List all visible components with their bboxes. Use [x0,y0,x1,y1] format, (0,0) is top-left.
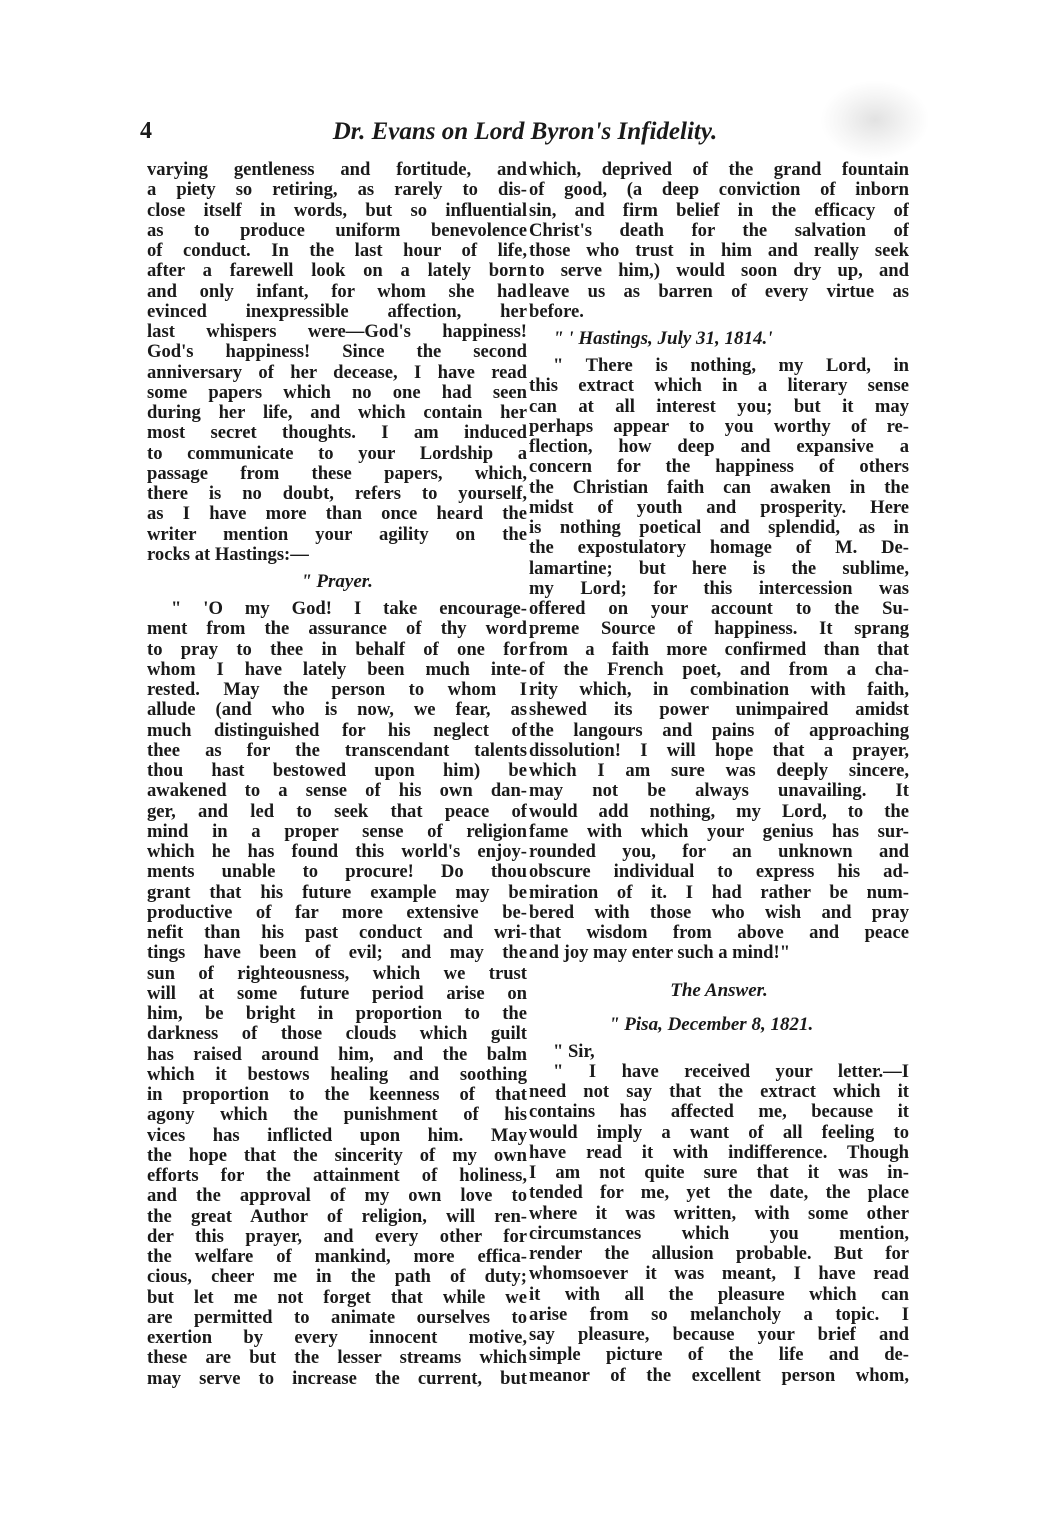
text-line: exertion by every innocent motive, [147,1328,527,1348]
text-line: close itself in words, but so influential [147,200,527,221]
text-line: anniversary of her decease, I have read [147,362,527,383]
left-paragraph-1 [147,160,527,565]
pisa-dateline: " Pisa, December 8, 1821. [609,1013,814,1035]
text-line: midst of youth and prosperity. Here [529,497,909,518]
text-line: varying gentleness and fortitude, and [147,160,527,180]
text-line: the hope that the sincerity of my own [147,1145,527,1166]
right-column [529,160,909,1386]
text-line: concern for the happiness of others [529,457,909,478]
text-line: the Christian faith can awaken in the [529,477,909,498]
prayer-heading: " Prayer. [301,571,373,592]
text-line: can at all interest you; but it may [529,396,909,417]
text-line: offered on your account to the Su- [529,599,909,619]
text-line: last whispers were—God's happiness! [147,322,527,342]
text-line: grant that his future example may be [147,882,527,903]
text-line: der this prayer, and every other for [147,1226,527,1247]
text-line: thee as for the transcendant talents [147,740,527,761]
text-line: nefit than his past conduct and wri- [147,923,527,943]
text-line: meanor of the excellent person whom, [529,1365,909,1386]
text-line: circumstances which you mention, [529,1223,909,1244]
text-line: of good, (a deep conviction of inborn [529,180,909,201]
text-line: some papers which no one had seen [147,382,527,403]
text-line: rounded you, for an unknown and [529,842,909,862]
text-line: to communicate to your Lordship a [147,443,527,464]
text-line: and the approval of my own love to [147,1186,527,1207]
text-line: the langours and pains of approaching [529,720,909,741]
text-line: perhaps appear to you worthy of re- [529,416,909,437]
text-line: rity which, in combination with faith, [529,680,909,700]
text-line: which it bestows healing and soothing [147,1064,527,1085]
right-paragraph-2 [529,356,909,964]
left-column [147,160,527,1389]
text-line: render the allusion probable. But for [529,1244,909,1264]
text-line: miration of it. I had rather be num- [529,882,909,903]
text-line: mind in a proper sense of religion [147,821,527,842]
text-line: awakened to a sense of his own dan- [147,781,527,802]
text-line: to serve him,) would soon dry up, and [529,261,909,282]
left-paragraph-2 [147,599,527,1389]
text-line: preme Source of happiness. It sprang [529,619,909,640]
text-line: tended for me, yet the date, the place [529,1183,909,1204]
text-line: in proportion to the keenness of that [147,1085,527,1105]
text-line: and joy may enter such a mind!" [529,943,791,964]
text-line: may serve to increase the current, but [147,1368,527,1389]
spacer [529,964,909,974]
text-line: efforts for the attainment of holiness, [147,1166,527,1186]
text-line: the welfare of mankind, more effica- [147,1247,527,1267]
text-line: whomsoever it was meant, I have read [529,1264,909,1285]
text-line: to pray to thee in behalf of one for [147,639,527,660]
text-line: have read it with indifference. Though [529,1142,909,1163]
text-line: from a faith more confirmed than that [529,639,909,660]
text-line: Christ's death for the salvation of [529,220,909,241]
text-line: the great Author of religion, will ren- [147,1206,527,1227]
text-line: sin, and firm belief in the efficacy of [529,200,909,221]
text-line: as to produce uniform benevolence [147,220,527,241]
text-line: that wisdom from above and peace [529,923,909,943]
hastings-dateline: " ' Hastings, July 31, 1814.' [553,328,773,349]
text-line: flection, how deep and expansive a [529,437,909,457]
right-paragraph-1 [529,160,909,322]
text-line: and only infant, for whom she had [147,281,527,302]
text-line: " 'O my God! I take encourage- [171,599,527,619]
text-line: cious, cheer me in the path of duty; [147,1267,527,1288]
text-line: my Lord; for this intercession was [529,578,909,599]
text-line: lamartine; but here is the sublime, [529,558,909,579]
text-line: evinced inexpressible affection, her [147,301,527,322]
text-line: shewed its power unimpaired amidst [529,700,909,721]
text-line: there is no doubt, refers to yourself, [147,484,527,504]
text-line: those who trust in him and really seek [529,241,909,261]
text-line: which he has found this world's enjoy- [147,842,527,862]
text-line: ger, and led to seek that peace of [147,801,527,822]
text-line: fame with which your genius has sur- [529,821,909,842]
text-line: would add nothing, my Lord, to the [529,801,909,822]
text-line: leave us as barren of every virtue as [529,281,909,302]
text-line: would imply a want of all feeling to [529,1122,909,1143]
answer-heading: The Answer. [670,979,768,1001]
text-line: rested. May the person to whom I [147,680,527,700]
text-line: a piety so retiring, as rarely to dis- [147,180,527,201]
text-line: much distinguished for his neglect of [147,720,527,741]
text-line: " I have received your letter.—I [553,1061,909,1082]
text-line: but let me not forget that while we [147,1287,527,1308]
text-line: obscure individual to express his ad- [529,862,909,883]
text-line: agony which the punishment of his [147,1105,527,1126]
text-line: arise from so melancholy a topic. I [529,1304,909,1325]
page-number: 4 [140,118,152,144]
text-line: most secret thoughts. I am induced [147,423,527,444]
text-line: after a farewell look on a lately born [147,261,527,282]
text-line: the expostulatory homage of M. De- [529,538,909,559]
text-line: before. [529,301,584,322]
text-line: rocks at Hastings:— [147,544,309,565]
text-line: whom I have lately been much inte- [147,659,527,680]
text-line: writer mention your agility on the [147,524,527,545]
text-line: passage from these papers, which, [147,463,527,484]
text-line: contains has affected me, because it [529,1102,909,1123]
text-line: sun of righteousness, which we trust [147,963,527,984]
text-line: may not be always unavailing. It [529,781,909,802]
running-title: Dr. Evans on Lord Byron's Infidelity. [332,118,718,145]
text-line: tings have been of evil; and may the [147,943,527,964]
text-line: which, deprived of the grand fountain [529,160,909,180]
text-line: has raised around him, and the balm [147,1044,527,1065]
salutation: " Sir, [553,1041,595,1062]
text-line: ment from the assurance of thy word [147,619,527,640]
text-line: darkness of those clouds which guilt [147,1024,527,1045]
right-paragraph-3 [529,1062,909,1386]
text-line: God's happiness! Since the second [147,342,527,363]
running-head [140,112,910,148]
text-line: productive of far more extensive be- [147,902,527,923]
text-line: allude (and who is now, we fear, as [147,700,527,721]
text-line: " There is nothing, my Lord, in [553,356,909,376]
text-line: ments unable to procure! Do thou [147,862,527,883]
text-line: of conduct. In the last hour of life, [147,241,527,261]
text-line: dissolution! I will hope that a prayer, [529,740,909,761]
text-line: this extract which in a literary sense [529,376,909,397]
text-line: is nothing poetical and splendid, as in [529,518,909,538]
text-line: simple picture of the life and de- [529,1345,909,1366]
text-line: him, be bright in proportion to the [147,1004,527,1024]
text-line: I am not quite sure that it was in- [529,1163,909,1183]
text-line: these are but the lesser streams which [147,1348,527,1369]
text-line: it with all the pleasure which can [529,1284,909,1305]
text-line: are permitted to animate ourselves to [147,1307,527,1328]
text-line: say pleasure, because your brief and [529,1325,909,1345]
text-line: will at some future period arise on [147,983,527,1004]
text-line: need not say that the extract which it [529,1082,909,1102]
text-line: thou hast bestowed upon him) be [147,761,527,781]
text-line: as I have more than once heard the [147,504,527,525]
text-line: of the French poet, and from a cha- [529,659,909,680]
text-line: where it was written, with some other [529,1203,909,1224]
text-line: during her life, and which contain her [147,403,527,423]
text-line: which I am sure was deeply sincere, [529,761,909,781]
text-line: vices has inflicted upon him. May [147,1125,527,1146]
text-line: bered with those who wish and pray [529,902,909,923]
